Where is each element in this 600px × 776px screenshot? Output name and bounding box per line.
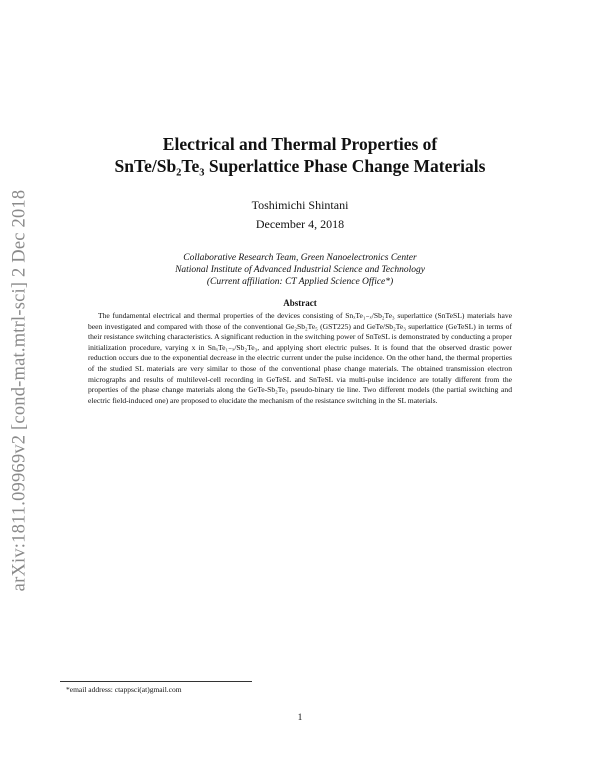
- abstract-body: The fundamental electrical and thermal properties of the devices consisting of SnₓTe₁₋ₓ/Sb₂Te₃ superlattice (SnTeSL) materials have been investigated and compared with those of the conventional Ge₂Sb₂Te₅ (GST225) and GeTe/Sb₂Te₃ superlattice (GeTeSL) in terms of their resistance switching characteristics. A significant reduction in the switching power of SnTeSL is demonstrated by conducting a proper initialization procedure, varying x in SnₓTe₁₋ₓ/Sb₂Te₃, and applying short electric pulses. It is found that the observed drastic power reduction occurs due to the exponential decrease in the electric current under the pulse incidence. On the other hand, the thermal properties of the studied SL materials are very similar to those of the conventional phase change materials. The obtained transmission electron micrographs and results of multilevel-cell recording in GeTeSL and SnTeSL via multi-pulse incidence are totally different from the properties of the phase change materials along the GeTe-Sb₂Te₃ pseudo-binary tie line. Two different models (the partial switching and electric field-induced one) are proposed to elucidate the mechanism of the resistance switching in the SL materials.: [88, 311, 512, 405]
- page-number: 1: [297, 713, 303, 723]
- title-line-2: SnTe/Sb₂Te₃ Superlattice Phase Change Materials: [114, 156, 486, 176]
- footnote: *email address: ctappsci(at)gmail.com: [66, 685, 182, 694]
- author: Toshimichi Shintani: [251, 198, 349, 212]
- affiliation-line-3: (Current affiliation: CT Applied Science Office*): [206, 277, 394, 287]
- date: December 4, 2018: [255, 217, 345, 231]
- affiliation-line-2: National Institute of Advanced Industrial Science and Technology: [175, 265, 425, 275]
- affiliation-line-1: Collaborative Research Team, Green Nanoelectronics Center: [183, 253, 417, 263]
- affiliation: [0, 252, 600, 288]
- title-line-1: Electrical and Thermal Properties of: [162, 134, 438, 154]
- paper-title: [60, 133, 540, 177]
- abstract-heading: Abstract: [283, 298, 317, 308]
- footnote-divider: [60, 681, 252, 682]
- arxiv-identifier-text: arXiv:1811.09969v2 [cond-mat.mtrl-sci] 2 Dec 2018: [9, 189, 30, 591]
- arxiv-identifier: [0, 175, 40, 605]
